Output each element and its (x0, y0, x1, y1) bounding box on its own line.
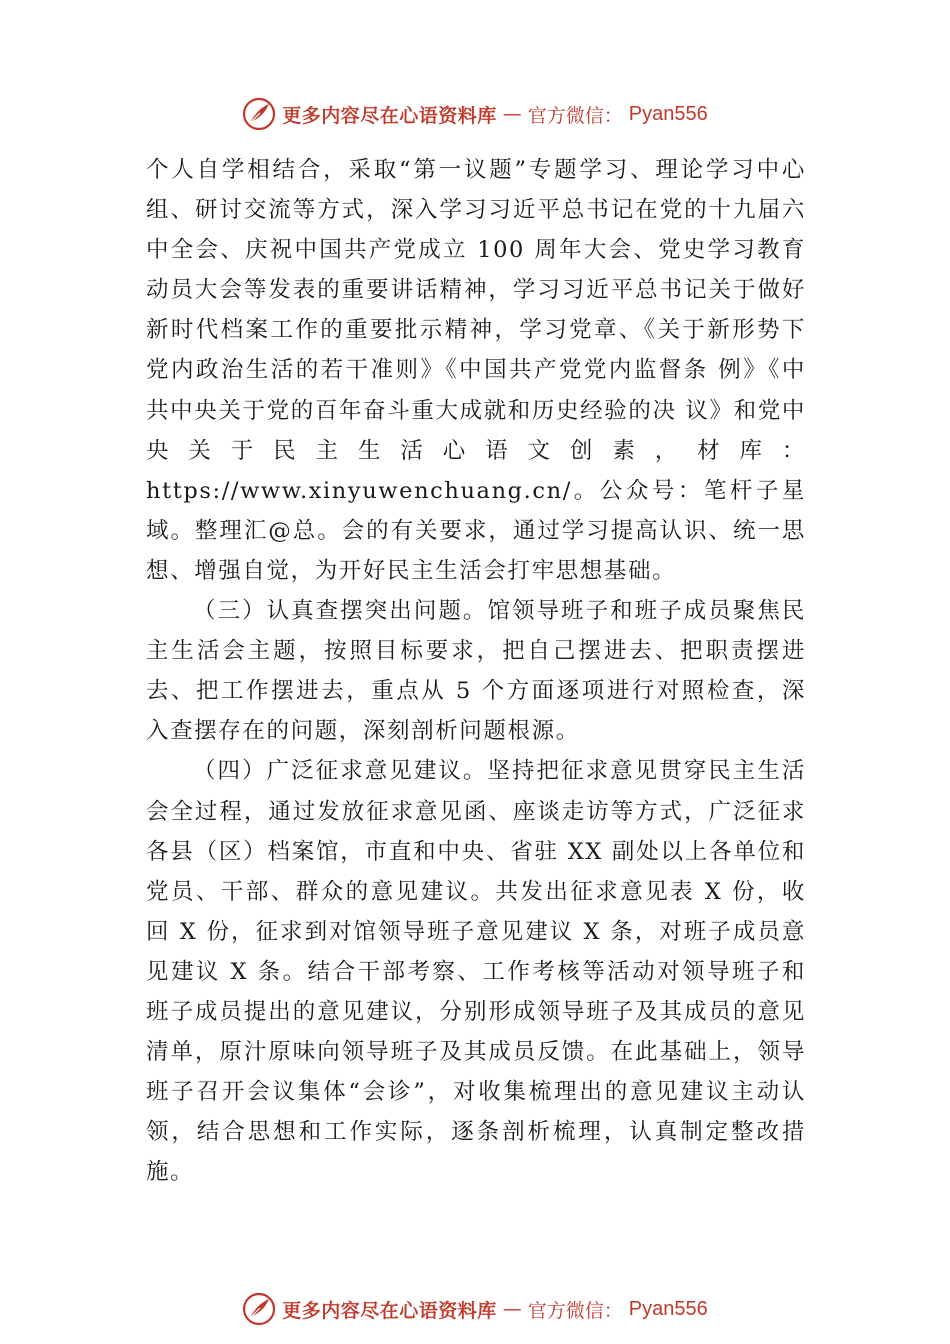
header-separator: — (502, 103, 522, 125)
footer-separator: — (502, 1298, 522, 1320)
header-wechat-id: Pyan556 (628, 102, 708, 125)
header-brand-text: 更多内容尽在心语资料库 (282, 104, 497, 127)
feather-pen-logo-icon (242, 97, 276, 131)
paragraph-section-four: （四）广泛征求意见建议。坚持把征求意见贯穿民主生活会全过程，通过发放征求意见函、座谈走访等方式，广泛征求各县（区）档案馆，市直和中央、省驻 XX 副处以上各单位和党员、干部、群众的意见建议。共发出征求意见表 X 份，收回 X 份，征求到对馆领导班子意见建议 X 条，对班子成员意见建议 X 条。结合干部考察、工作考核等活动对领导班子和班子成员提出的意见建议，分别形成领导班子及其成员的意见清单，原汁原味向领导班子及其成员反馈。在此基础上，领导班子召开会议集体“会诊”，对收集梳理出的意见建议主动认领，结合思想和工作实际，逐条剖析梳理，认真制定整改措施。 (146, 758, 806, 1186)
footer-wechat-id: Pyan556 (628, 1297, 708, 1320)
paragraph-section-three: （三）认真查摆突出问题。馆领导班子和班子成员聚焦民主生活会主题，按照目标要求，把自己摆进去、把职责摆进去、把工作摆进去，重点从 5 个方面逐项进行对照检查，深入查摆存在的问题，深刻剖析问题根源。 (146, 598, 806, 745)
footer-brand-text: 更多内容尽在心语资料库 (282, 1299, 497, 1322)
footer-wechat-label: 官方微信： (527, 1299, 623, 1322)
header-wechat-label: 官方微信： (527, 104, 623, 127)
feather-pen-logo-icon (242, 1292, 276, 1326)
document-body (146, 150, 806, 1192)
footer-banner (0, 1289, 950, 1329)
header-banner (0, 94, 950, 134)
paragraph-continued: 个人自学相结合，采取“第一议题”专题学习、理论学习中心组、研讨交流等方式，深入学习习近平总书记在党的十九届六中全会、庆祝中国共产党成立 100 周年大会、党史学习教育动员大会等发表的重要讲话精神，学习习近平总书记关于做好新时代档案工作的重要批示精神，学习党章、《关于新形势下党内政治生活的若干准则》《中国共产党党内监督条 例》《中共中央关于党的百年奋斗重大成就和历史经验的决 议》和党中央关于民主生活心语文创素，材库：https://www.xinyuwenchuang.cn/。公众号：笔杆子星域。整理汇@总。会的有关要求，通过学习提高认识、统一思想、增强自觉，为开好民主生活会打牢思想基础。 (146, 157, 806, 584)
